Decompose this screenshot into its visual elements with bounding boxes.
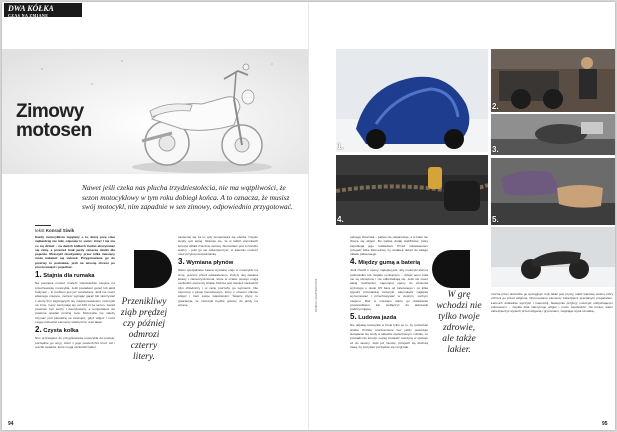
photo-label-1: 1. [337,142,344,151]
gutter [308,2,309,430]
photo-snowy-bike-small [491,227,615,287]
right-column-1 [350,235,428,351]
page-number-left: 94 [8,421,14,427]
section-subtitle: CZAS NA ZMIANĘ [8,13,49,18]
photo-chain-lubrication [336,155,488,225]
article-lead: Nawet jeśli czeka nas plucha trzydziestolecia, nie ma wątpliwości, że sezon motocyklowy w tym roku dobiegł końca. A to oznacza, że musisz swój motocykl, nim zapadnie w sen zimowy, odpowiednio przygotować. [82,183,293,212]
heading-4-text: Jeśli chodzi o opony, najlepiej jest, aby motocykl stał na podnośniku lub stojaku centralnym – dzięki temu koła nie są obciążone i nie odkształcają się. Jeśli nie masz takiej możliwości, napompuj opony do ciśnienia wyższego o około 0,5 bara od zalecanego i co kilka tygodni przestawiaj motocykl. Akumulator najlepiej wymontować i przechowywać w ciepłym, suchym miejscu. Raz w miesiącu warto go doładować prostownikiem lub podłączyć do ładowarki podtrzymującej. [350,268,428,312]
section-tag [4,3,82,17]
photo-label-5: 5. [492,215,499,224]
author-line [35,228,74,233]
page-number-right: 95 [602,421,608,427]
covered-bike-graphic [336,49,488,152]
magazine-spread [2,2,615,430]
photo-gloved-hands [491,158,615,225]
photo-credit: ZDJĘCIA: SHUTTERSTOCK [315,278,318,312]
right-column-2 [491,292,613,315]
quote-right-shape [432,250,470,288]
title-line-2: motosen [16,120,92,141]
photo-label-3: 3. [492,145,499,154]
heading-5: 5. Ludowa jazda [350,312,397,322]
heading-2: 2. Czysta kolka [35,325,79,335]
author-name: Konrad Siwik [45,228,75,233]
heading-2-text: Nim przystąpisz do przygotowania motocykla do postoju, porządnie go umyj. Usuń z jego powierzchni brud, sól i resztki owadów, które mogą uszkodzić lakier. [35,336,115,349]
left-column-2 [178,235,258,309]
col2-intro: zaniemiej się za to, gdy temperatura się obniża. Często ciepły, tym lepiej. Okazuje się, że w takich warunkach korozja działa znacznie wolniej. Akumulator jest tu bardzo ważny – jeśli go nie zabezpieczysz, w kwietniu możesz mieć przykrą niespodziankę. [178,235,258,257]
right-col1-intro: pełnego zbiornika – paliwo nie odparowuje, a w baku nie zbiera się wilgoć. Do paliwa dodaj stabilizator, który zapobiega jego rozkładowi. Przed odstawieniem przejedź kilka kilometrów, by dodatek dotarł do całego układu paliwowego. [350,235,428,257]
quote-left-shape [134,250,172,288]
pull-quote-right: W grę wchodzi nie tylko twoje zdrowie, ale także lakier. [436,290,482,355]
photo-covered-motorcycle [336,49,488,152]
mechanic-graphic [491,49,615,112]
heading-1-text: Na początek musisz znaleźć odpowiednie miejsce na przechowanie motocykla. Jeśli posiadasz garaż lub jakiś budynek – to problem jest już rozwiązany. Jeśli nie masz własnego miejsca, możesz wynająć garaż lub skorzystać z oferty firm zajmujących się magazynowaniem motocykli na zimę. Ceny zaczynają się od 100 zł za sezon. Garaż powinien być suchy i wentylowany, a temperatura nie powinna spadać poniżej zera. Motocyklu nie należy trzymać pod plandeką na zewnątrz, gdyż wilgoć i mróz mogą uszkodzić elementy elektryczne oraz lakier. [35,281,115,325]
photo-label-4: 4. [337,215,344,224]
article-title [16,102,92,140]
photo-mechanic-garage [491,49,615,112]
heading-4: 4. Między gumą a baterią [350,257,421,267]
section-title: DWA KÓŁKA [8,4,54,13]
gloves-graphic [491,114,615,155]
heading-1: 1. Stajnia dla rumaka [35,270,95,280]
snowy-bike-graphic [491,227,615,287]
hands-graphic [491,158,615,225]
photo-label-2: 2. [492,102,499,111]
right-col3-text: można przez obwodzie go wyciągnąć. Gdy lakier jest czysty, nałóż warstwę wosku, który ochroni go przed wilgocią. Chromowane elementy zabezpiecz specjalnym preparatem. Łańcuch dokładnie wyczyść i nasmaruj. Następnie przykryj motocykl oddychającym pokrowcem – zwykła folia zatrzymuje wilgoć i może zaszkodzić. Na koniec warto zabezpieczyć wydech przed wilgocią i gryzoniami, zatykając wylot szmatką. [491,292,613,314]
author-rule [35,225,51,226]
chain-graphic [336,155,488,225]
heading-3-text: Wielu specjalistów zaleca wymianę oleju w motocyklu na zimę, jeszcze przed odstawieniem. Zużyty olej zawiera kwasy i zanieczyszczenia, które w czasie postoju mogą uszkodzić elementy silnika. Dobrze jest również sprawdzić płyn chłodniczy i w razie potrzeby go wymienić. Nie zapomnij o płynie hamulcowym, który z czasem chłonie wilgoć i traci swoje właściwości. Świeże płyny to gwarancja, że motocykl będzie gotowy do jazdy na wiosnę. [178,268,258,307]
pull-quote-left: Przenikliwy ziąb prędzej czy później odmrozi czterry litery. [120,297,168,362]
heading-3: 3. Wymiana płynów [178,257,234,267]
left-column-1 [35,235,115,351]
col1-intro: Każdy motocyklista zapytany o to, którą porę roku najbardziej nie lubi, odpowie to samo: zimę! I nie ma co się dziwić – na dwóch kółkach trudno ekscytować się zimą, a przecież brak jazdy oznacza skutki dla pojazdu. Motocykl nieużywany przez kilka miesięcy może nabawić się usterek. Przygotowanie go do przerwy to podstawa, jeśli na wiosnę chcesz po prostu wsiąść i pojechać. [35,235,115,270]
heading-5-text: Nie odpalaj motocykla w zimie tylko po to, by posłuchać silnika. Krótkie uruchomienie bez jazdy powoduje skraplanie się wody w układzie wydechowym i silniku, co prowadzi do korozji. Lepiej zostawić maszynę w spokoju aż do wiosny. Jeśli już musisz, przejedź się dłuższą trasą, by wszystko porządnie się rozgrzało. [350,323,428,349]
title-line-1: Zimowy [16,101,84,122]
author-label: tekst [35,228,45,233]
photo-gloves-maintenance [491,114,615,155]
